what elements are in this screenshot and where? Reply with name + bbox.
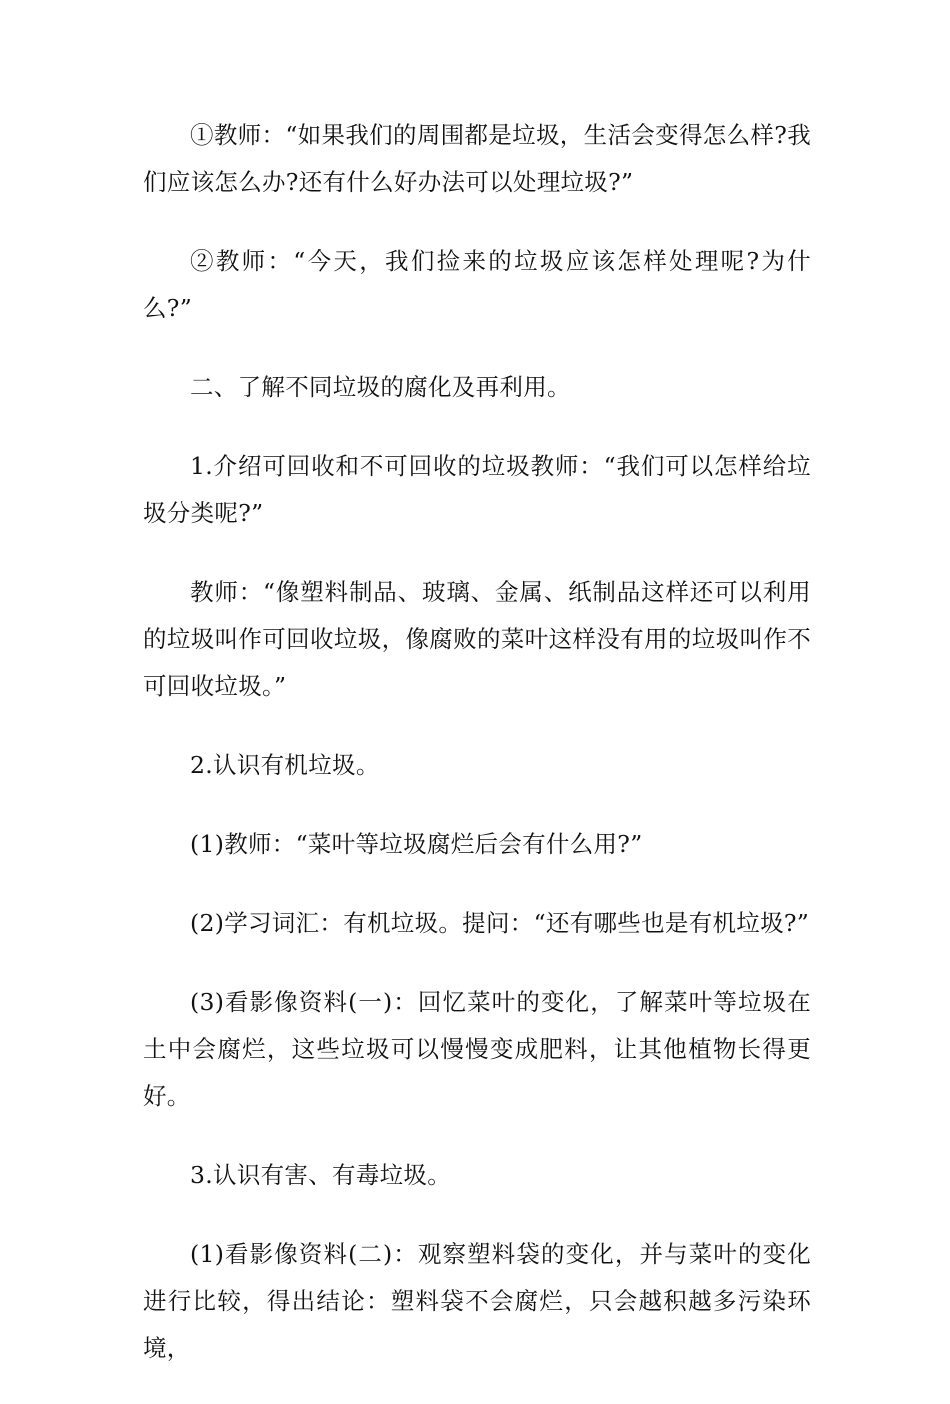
paragraph-organic-1: (1)教师：“菜叶等垃圾腐烂后会有什么用?” — [190, 830, 643, 858]
paragraph-organic-2: (2)学习词汇：有机垃圾。提问：“还有哪些也是有机垃圾?” — [190, 909, 810, 937]
paragraph-organic-3: (3)看影像资料(一)：回忆菜叶的变化，了解菜叶等垃圾在土中会腐烂，这些垃圾可以慢慢变成肥料，让其他植物长得更好。 — [143, 988, 811, 1110]
paragraph-teacher-question-2: ②教师：“今天，我们捡来的垃圾应该怎样处理呢?为什么?” — [143, 247, 811, 322]
subheading-organic-waste: 2.认识有机垃圾。 — [190, 751, 380, 779]
section-heading-2: 二、了解不同垃圾的腐化及再利用。 — [190, 373, 571, 401]
subheading-hazardous-waste: 3.认识有害、有毒垃圾。 — [190, 1161, 452, 1189]
paragraph-recyclable-explanation: 教师：“像塑料制品、玻璃、金属、纸制品这样还可以利用的垃圾叫作可回收垃圾，像腐败的菜叶这样没有用的垃圾叫作不可回收垃圾。” — [143, 578, 811, 700]
paragraph-teacher-question-1: ①教师：“如果我们的周围都是垃圾，生活会变得怎么样?我们应该怎么办?还有什么好办法可以处理垃圾?” — [143, 121, 811, 196]
paragraph-recyclable-intro: 1.介绍可回收和不可回收的垃圾教师：“我们可以怎样给垃圾分类呢?” — [143, 452, 811, 527]
paragraph-hazardous-1: (1)看影像资料(二)：观察塑料袋的变化，并与菜叶的变化进行比较，得出结论：塑料袋不会腐烂，只会越积越多污染环境， — [143, 1240, 811, 1362]
document-body — [143, 112, 811, 1404]
